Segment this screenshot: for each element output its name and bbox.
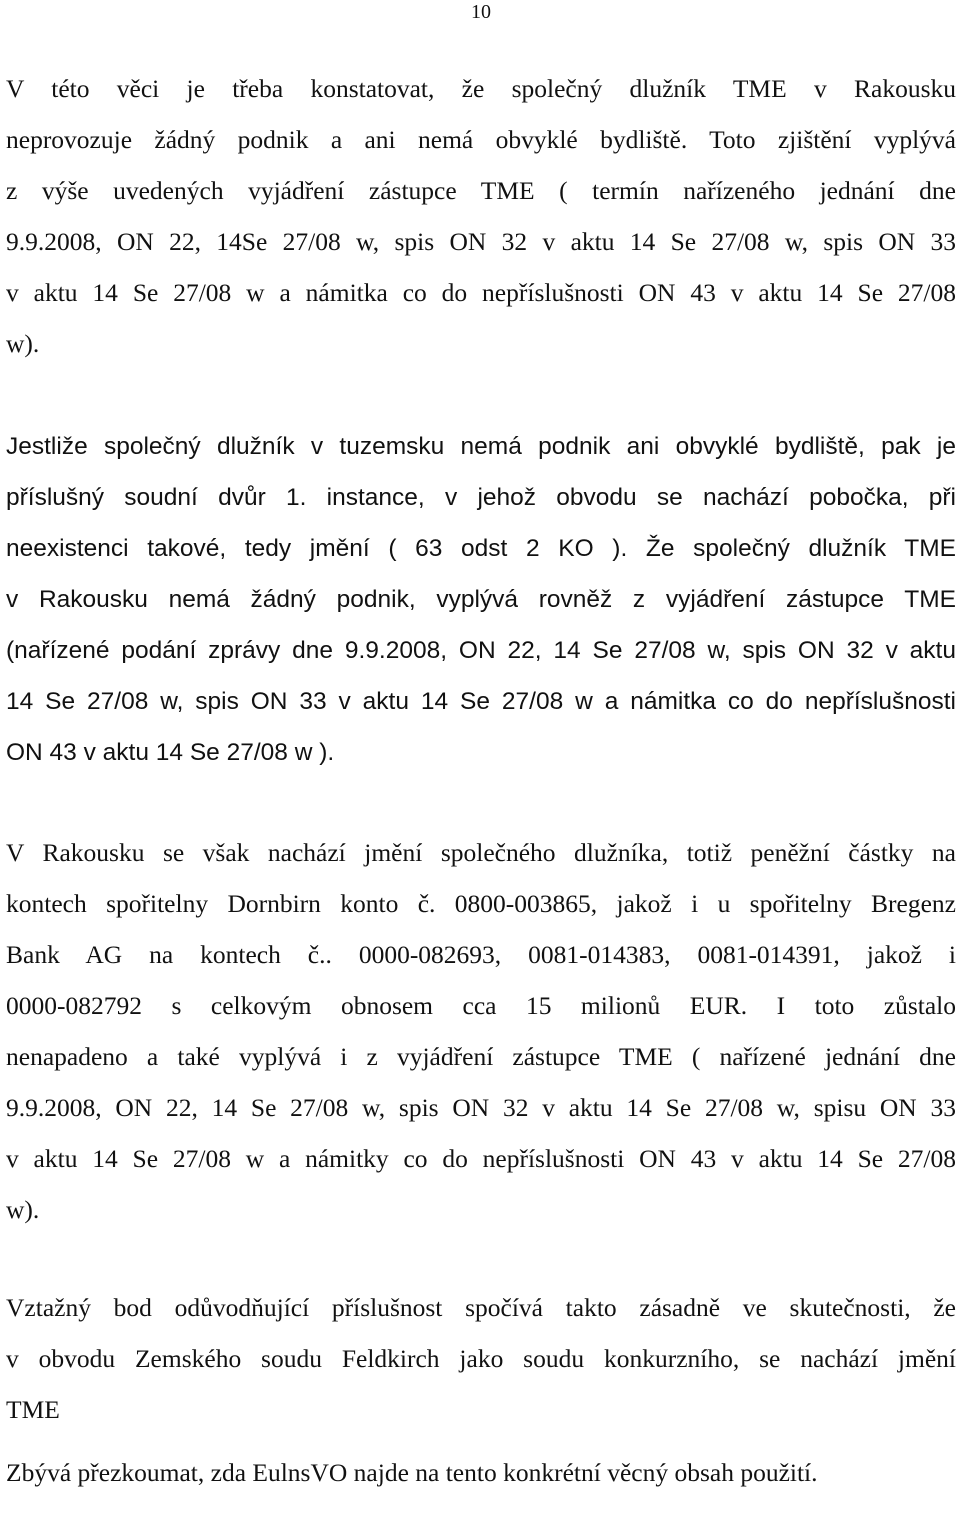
text-line: neprovozuje žádný podnik a ani nemá obvyklé bydliště. Toto zjištění vyplývá <box>6 125 956 154</box>
text-line: neexistenci takové, tedy jmění ( 63 odst 2 KO ). Že společný dlužník TME <box>6 535 956 562</box>
text-line: nenapadeno a také vyplývá i z vyjádření zástupce TME ( nařízené jednání dne <box>6 1042 956 1071</box>
text-line: příslušný soudní dvůr 1. instance, v jehož obvodu se nachází pobočka, při <box>6 484 956 511</box>
text-line: w). <box>6 329 40 358</box>
text-line: (nařízené podání zprávy dne 9.9.2008, ON 22, 14 Se 27/08 w, spis ON 32 v aktu <box>6 637 956 664</box>
paragraph-4 <box>6 1282 956 1435</box>
text-line: Vztažný bod odůvodňující příslušnost spočívá takto zásadně ve skutečnosti, že <box>6 1293 956 1322</box>
text-line: V Rakousku se však nachází jmění společného dlužníka, totiž peněžní částky na <box>6 838 956 867</box>
text-line: V této věci je třeba konstatovat, že společný dlužník TME v Rakousku <box>6 74 956 103</box>
text-line: TME <box>6 1395 60 1424</box>
text-line: w). <box>6 1195 40 1224</box>
paragraph-2 <box>6 421 956 778</box>
text-line: Jestliže společný dlužník v tuzemsku nemá podnik ani obvyklé bydliště, pak je <box>6 433 956 460</box>
text-line: Zbývá přezkoumat, zda EulnsVO najde na tento konkrétní věcný obsah použití. <box>6 1458 818 1487</box>
text-line: v aktu 14 Se 27/08 w a námitka co do nepříslušnosti ON 43 v aktu 14 Se 27/08 <box>6 278 956 307</box>
paragraph-5 <box>6 1447 956 1498</box>
text-line: ON 43 v aktu 14 Se 27/08 w ). <box>6 739 335 766</box>
paragraph-3 <box>6 827 956 1235</box>
text-line: 9.9.2008, ON 22, 14 Se 27/08 w, spis ON 32 v aktu 14 Se 27/08 w, spisu ON 33 <box>6 1093 956 1122</box>
text-line: v aktu 14 Se 27/08 w a námitky co do nepříslušnosti ON 43 v aktu 14 Se 27/08 <box>6 1144 956 1173</box>
text-line: Bank AG na kontech č.. 0000-082693, 0081-014383, 0081-014391, jakož i <box>6 940 956 969</box>
text-line: v Rakousku nemá žádný podnik, vyplývá rovněž z vyjádření zástupce TME <box>6 586 956 613</box>
text-line: z výše uvedených vyjádření zástupce TME ( termín nařízeného jednání dne <box>6 176 956 205</box>
text-line: v obvodu Zemského soudu Feldkirch jako soudu konkurzního, se nachází jmění <box>6 1344 956 1373</box>
text-line: 9.9.2008, ON 22, 14Se 27/08 w, spis ON 32 v aktu 14 Se 27/08 w, spis ON 33 <box>6 227 956 256</box>
page-number: 10 <box>471 1 491 23</box>
text-line: 0000-082792 s celkovým obnosem cca 15 milionů EUR. I toto zůstalo <box>6 991 956 1020</box>
paragraph-1 <box>6 63 956 369</box>
text-line: 14 Se 27/08 w, spis ON 33 v aktu 14 Se 27/08 w a námitka co do nepříslušnosti <box>6 688 956 715</box>
text-line: kontech spořitelny Dornbirn konto č. 0800-003865, jakož i u spořitelny Bregenz <box>6 889 956 918</box>
